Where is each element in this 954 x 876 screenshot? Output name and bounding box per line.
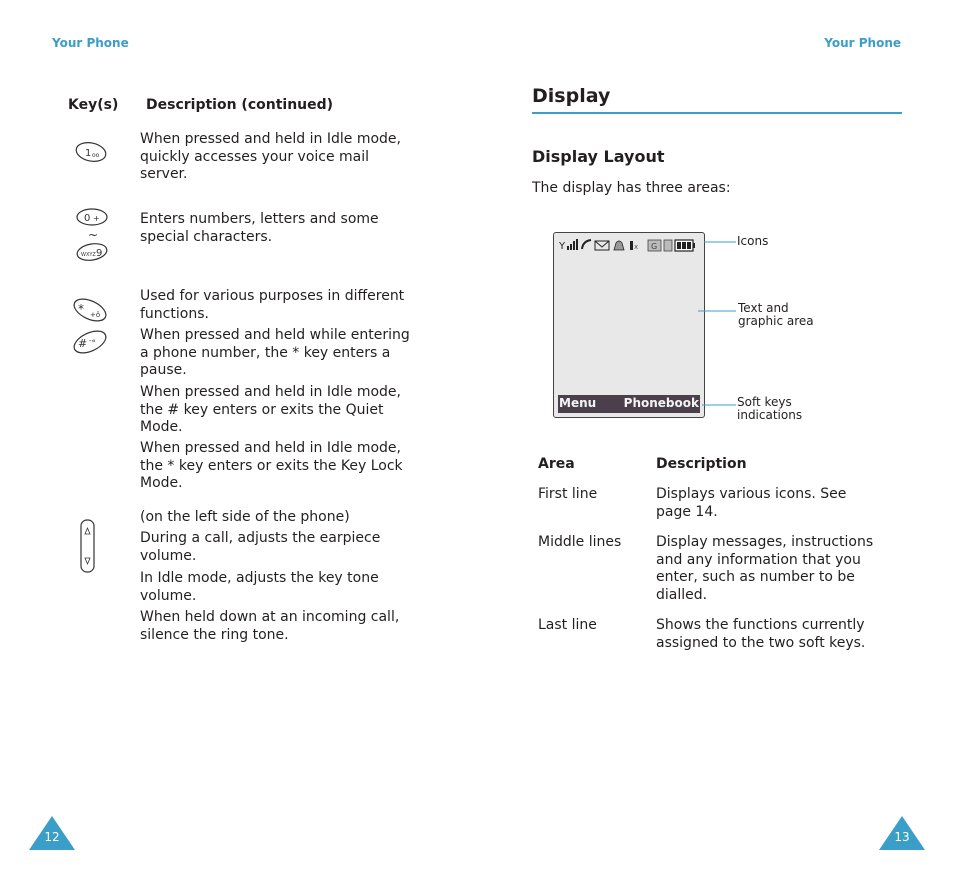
subsection-title: Display Layout — [532, 147, 665, 166]
soft-keys-bar — [558, 395, 700, 413]
running-head-left: Your Phone — [52, 36, 129, 50]
keys-column-header: Key(s) — [68, 97, 119, 113]
callout-text-area: Text and graphic area — [738, 301, 814, 328]
silent-mode-icon — [630, 241, 638, 251]
svg-text:*: * — [78, 302, 84, 316]
svg-text:-«: -« — [89, 337, 96, 345]
area-description-column-header: Description — [656, 456, 747, 472]
svg-text:+: + — [93, 214, 100, 223]
signal-strength-icon — [559, 239, 578, 252]
soft-key-right-label: Phonebook — [623, 396, 699, 410]
row2-text: Enters numbers, letters and some special characters. — [140, 211, 379, 245]
title-rule — [532, 112, 902, 114]
call-icon — [582, 240, 591, 249]
intro-text: The display has three areas: — [532, 180, 731, 196]
star-hash-keys-icon — [70, 296, 110, 360]
desc-middle-lines: Display messages, instructions and any information that you enter, such as number to be dialled. — [656, 534, 874, 603]
svg-text:~: ~ — [88, 228, 99, 242]
description-column-header: Description (continued) — [146, 97, 334, 113]
svg-text:WXYZ: WXYZ — [81, 252, 96, 258]
page-number-right: 13 — [894, 830, 910, 844]
phone-display-diagram — [553, 232, 705, 418]
row4-text-2: During a call, adjusts the earpiece volume. — [140, 530, 381, 564]
svg-text:9: 9 — [96, 248, 103, 259]
area-last-line: Last line — [538, 617, 597, 633]
row3-text-4: When pressed and held in Idle mode, the * key enters or exits the Key Lock Mode. — [140, 440, 403, 491]
desc-first-line: Displays various icons. See page 14. — [656, 486, 847, 520]
area-first-line: First line — [538, 486, 598, 502]
svg-text:0: 0 — [84, 213, 91, 224]
svg-text:#: # — [78, 337, 88, 350]
row3-text-1: Used for various purposes in different functions. — [140, 288, 405, 322]
area-column-header: Area — [538, 456, 575, 472]
svg-text:oo: oo — [92, 152, 100, 159]
voicemail-key-1-icon — [74, 140, 108, 164]
section-title: Display — [532, 85, 611, 107]
volume-side-key-icon — [78, 518, 98, 574]
row4-text-3: In Idle mode, adjusts the key tone volume. — [140, 570, 379, 604]
svg-text:1: 1 — [85, 148, 92, 159]
vibration-icon — [664, 240, 672, 251]
soft-key-left-label: Menu — [559, 396, 597, 410]
svg-text:G: G — [651, 242, 658, 251]
svg-text:x: x — [634, 243, 639, 251]
gprs-icon — [648, 240, 661, 251]
row3-text-2: When pressed and held while entering a phone number, the * key enters a pause. — [140, 327, 410, 378]
row4-text-4: When held down at an incoming call, silence the ring tone. — [140, 609, 400, 643]
svg-text:Y: Y — [559, 241, 566, 252]
row4-text-1: (on the left side of the phone) — [140, 509, 350, 525]
callout-soft-keys: Soft keys indications — [737, 395, 803, 422]
page-number-left: 12 — [44, 830, 60, 844]
row1-text: When pressed and held in Idle mode, quickly accesses your voice mail server. — [140, 131, 401, 182]
status-icons-row — [559, 238, 701, 254]
number-keys-0-9-icon — [74, 207, 110, 265]
running-head-right: Your Phone — [824, 36, 901, 50]
row3-text-3: When pressed and held in Idle mode, the # key enters or exits the Quiet Mode. — [140, 384, 401, 435]
desc-last-line: Shows the functions currently assigned to the two soft keys. — [656, 617, 866, 651]
message-icon — [595, 241, 609, 250]
callout-icons: Icons — [737, 234, 769, 248]
svg-text:+ô: +ô — [90, 311, 101, 319]
alarm-icon — [614, 241, 624, 250]
area-middle-lines: Middle lines — [538, 534, 622, 550]
